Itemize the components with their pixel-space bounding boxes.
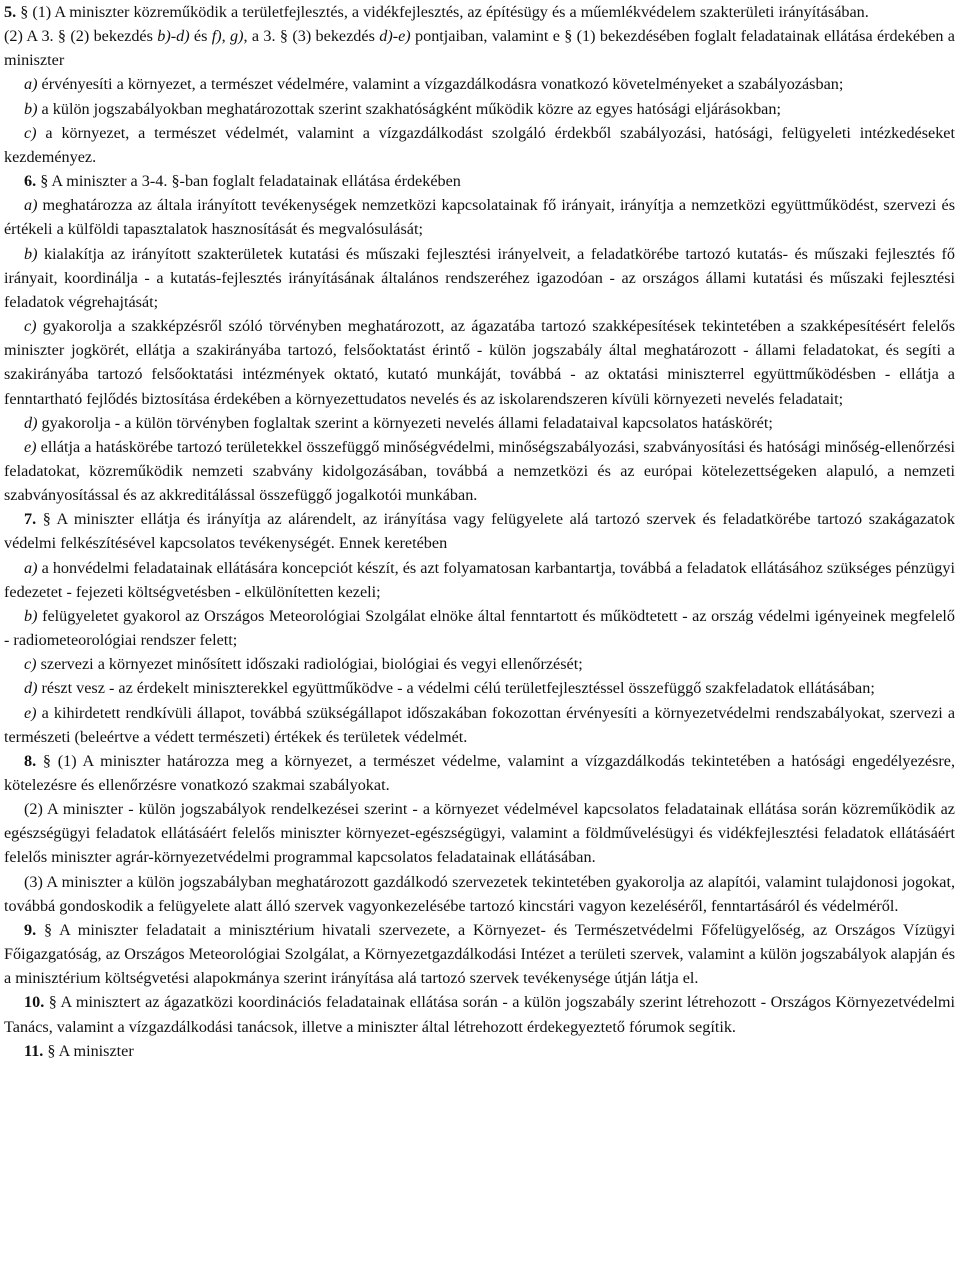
section-6-point-d (4, 411, 955, 435)
paragraph-text: meghatározza az általa irányított tevékenységek nemzetközi kapcsolatainak fő irányait, irányítja a nemzetközi együttműködést, szervezi és értékeli a külföldi tapasztalatok hasznosítását és megvalósulását; (4, 196, 955, 239)
paragraph-text: § A minisztert az ágazatközi koordinációs feladatainak ellátása során - a külön jogszabály szerint létrehozott - Országos Környezetvédelmi Tanács, valamint a vízgazdálkodási tanácsok, illetve a miniszter által létrehozott érdekegyeztető fórumok segítik. (4, 993, 955, 1036)
section-5-point-a (4, 72, 955, 96)
section-8-paragraph-1 (4, 749, 955, 797)
section-10 (4, 990, 955, 1038)
section-7-point-a (4, 556, 955, 604)
point-label: c) (24, 123, 37, 142)
point-label: c) (24, 317, 37, 336)
paragraph-text: gyakorolja a szakképzésről szóló törvényben meghatározott, az ágazatába tartozó szakképesítések tekintetében a szakképesítésért felelős miniszter jogkörét, ellátja a szakirányába tartozó, felsőoktatást érintő - külön jogszabály által meghatározott - állami feladatokat, és segíti a szakirányába tartozó felsőoktatási intézmények oktató, kutató munkáját, továbbá - az oktatási miniszterrel együttműködésben - ellátja a fenntartható fejlődés biztosítása érdekében a környezettudatos nevelés és az iskolarendszeren kívüli környezeti nevelés feladatait; (4, 317, 955, 408)
point-label: f), g) (211, 27, 244, 46)
paragraph-text: és (189, 27, 212, 46)
section-number: 8. (24, 751, 37, 770)
paragraph-text: felügyeletet gyakorol az Országos Meteorológiai Szolgálat elnöke által fenntartott és működtetett - az ország védelmi igényeinek megfelelő - radiometeorológiai rendszer felett; (4, 606, 955, 650)
point-label: b) (24, 244, 38, 263)
section-7-point-c (4, 652, 955, 676)
section-6-point-b (4, 242, 955, 314)
paragraph-text: § A miniszter ellátja és irányítja az alárendelt, az irányítása vagy felügyelete alá tartozó szervek és feladatkörébe tartozó szakágazatok védelmi felkészítésével kapcsolatos tevékenységét. Ennek keretében (4, 510, 955, 553)
section-7-point-d (4, 676, 955, 700)
section-8-paragraph-3 (4, 870, 955, 918)
paragraph-text: a kihirdetett rendkívüli állapot, továbbá szükségállapot időszakában fokozottan érvényesíti a környezetvédelmi rendszabályokat, szervezi a természeti (beleértve a védett természeti) értékek és területek védelmét. (4, 703, 955, 746)
point-label: d)-e) (379, 27, 411, 46)
section-number: 11. (24, 1041, 44, 1060)
section-5-point-b (4, 97, 955, 121)
section-6-point-a (4, 193, 955, 241)
point-label: d) (24, 679, 38, 698)
section-7-intro (4, 507, 955, 555)
paragraph-text: § (1) A miniszter közreműködik a területfejlesztés, a vidékfejlesztés, az építésügy és a műemlékvédelem szakterületi irányításában. (16, 3, 869, 21)
section-7-point-b (4, 604, 955, 652)
point-label: a) (24, 558, 38, 577)
paragraph-text: érvényesíti a környezet, a természet védelmére, valamint a vízgazdálkodásra vonatkozó követelményeket a szabályozásban; (37, 75, 844, 94)
paragraph-text: részt vesz - az érdekelt miniszterekkel együttműködve - a védelmi célú területfejlesztéssel összefüggő szakfeladatok ellátásában; (37, 679, 875, 698)
section-5-paragraph-2 (4, 24, 955, 72)
section-6-point-e (4, 435, 955, 507)
paragraph-text: (2) A 3. § (2) bekezdés (4, 27, 158, 46)
section-11-intro (4, 1039, 955, 1063)
section-6-intro (4, 169, 955, 193)
section-9 (4, 918, 955, 990)
paragraph-text: a környezet, a természet védelmét, valamint a vízgazdálkodást szolgáló érdekből szabályozási, hatósági, felügyeleti intézkedéseket kezdeményez. (4, 123, 955, 166)
paragraph-text: ellátja a hatáskörébe tartozó területekkel összefüggő minőségvédelmi, minőségszabályozási, szabványosítási és hatósági minőség-ellenőrzési feladatokat, közreműködik nemzeti szabvány kidolgozásában, továbbá a nemzetközi és az európai kötelezettségeken alapuló, a nemzeti szabványosítással és az akkreditálással összefüggő jogalkotói munkában. (4, 437, 955, 505)
point-label: e) (24, 437, 37, 456)
paragraph-text: , a 3. § (3) bekezdés (243, 27, 380, 46)
paragraph-text: § A miniszter (43, 1041, 134, 1060)
paragraph-text: § (1) A miniszter határozza meg a környezet, a természet védelme, valamint a vízgazdálkodás tekintetében a hatósági engedélyezésre, kötelezésre és ellenőrzésre vonatkozó szakmai szabályokat. (4, 751, 955, 794)
section-number: 9. (24, 920, 37, 939)
paragraph-text: § A miniszter feladatait a minisztérium hivatali szervezete, a Környezet- és Természetvédelmi Főfelügyelőség, az Országos Vízügyi Főigazgatóság, az Országos Meteorológiai Szolgálat, a Környezetgazdálkodási Intézet a területi szervek, valamint a külön jogszabályok alapján és a minisztérium költségvetési alapokmánya szerint irányítása alá tartozó szervek tevékenysége útján látja el. (4, 920, 955, 988)
paragraph-text: a külön jogszabályokban meghatározottak szerint szakhatóságként működik közre az egyes hatósági eljárásokban; (37, 99, 781, 118)
document-body (4, 0, 955, 1063)
point-label: a) (24, 75, 38, 94)
paragraph-text: a honvédelmi feladatainak ellátására koncepciót készít, és azt folyamatosan karbantartja, továbbá a feladatok ellátásához szükséges pénzügyi fedezetet - fejezeti költségvetésben - elkülönítetten kezeli; (4, 558, 955, 601)
section-number: 6. (24, 172, 37, 191)
section-5-paragraph-1 (4, 0, 955, 24)
section-number: 7. (24, 510, 37, 529)
point-label: b) (24, 99, 38, 118)
paragraph-text: szervezi a környezet minősített időszaki radiológiai, biológiai és vegyi ellenőrzését; (36, 655, 583, 674)
paragraph-text: kialakítja az irányított szakterületek kutatási és műszaki fejlesztési irányelveit, a feladatkörébe tartozó kutatás- és műszaki fejlesztés fő irányait, koordinálja - a kutatás-fejlesztés irányításának általános rendszeréhez igazodóan - az országos állami kutatási és műszaki fejlesztési feladatok végrehajtását; (4, 244, 955, 311)
section-7-point-e (4, 701, 955, 749)
paragraph-text: § A miniszter a 3-4. §-ban foglalt feladatainak ellátása érdekében (36, 172, 461, 191)
point-label: b) (24, 606, 38, 625)
point-label: b)-d) (157, 27, 190, 46)
section-5-point-c (4, 121, 955, 169)
paragraph-text: gyakorolja - a külön törvényben foglaltak szerint a környezeti nevelés állami feladataival kapcsolatos hatáskörét; (37, 413, 773, 432)
section-8-paragraph-2 (4, 797, 955, 869)
paragraph-text: pontjaiban, valamint e § (1) bekezdésében foglalt feladatainak ellátása érdekében a miniszter (4, 27, 955, 70)
paragraph-text: (3) A miniszter a külön jogszabályban meghatározott gazdálkodó szervezetek tekintetében gyakorolja az alapítói, valamint tulajdonosi jogokat, továbbá gondoskodik a felügyelete alatt álló szervek vagyonkezelésébe tartozó kincstári vagyon kezeléséről, fenntartásáról és védelméről. (4, 872, 955, 915)
section-6-point-c (4, 314, 955, 411)
paragraph-text: (2) A miniszter - külön jogszabályok rendelkezései szerint - a környezet védelmével kapcsolatos feladatainak ellátása során közreműködik az egészségügyi feladatok ellátásáért felelős miniszter környezet-egészségügyi, valamint a földművelésügyi és vidékfejlesztési feladatok ellátásáért felelős miniszter agrár-környezetvédelmi programmal kapcsolatos feladatainak ellátásában. (4, 800, 955, 867)
point-label: d) (24, 413, 38, 432)
point-label: e) (24, 703, 37, 722)
section-number: 10. (24, 993, 45, 1012)
point-label: c) (24, 655, 37, 674)
point-label: a) (24, 196, 38, 215)
section-number: 5. (4, 3, 17, 21)
